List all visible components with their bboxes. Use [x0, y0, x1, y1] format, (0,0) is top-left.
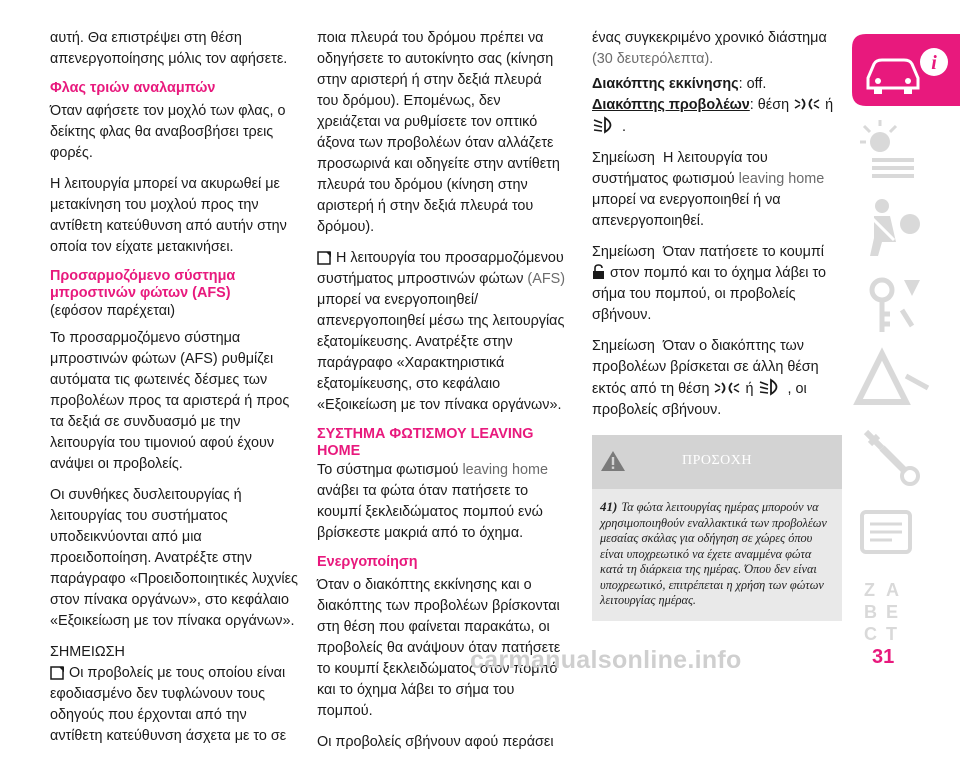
tab-maintenance[interactable]: [852, 422, 960, 492]
seatbelt-airbag-icon: [852, 194, 960, 264]
paragraph: Όταν ο διακόπτης εκκίνησης και ο διακόπτης των προβολέων βρίσκονται στη θέση που φαίνεται παρακάτω, οι προβολείς θα ανάψουν όταν πατήσετε το κουμπί ξεκλειδώματος στον πομπό και το όχημα λάβει το σήμα του πομπού.: [317, 577, 561, 719]
page-number: 31: [872, 646, 895, 668]
heading-leaving-home: ΣΥΣΤΗΜΑ ΦΩΤΙΣΜΟΥ LEAVING HOME: [317, 426, 534, 459]
tab-dashboard[interactable]: [852, 116, 960, 186]
dashboard-lights-icon: [852, 116, 960, 186]
note-label: ΣΗΜΕΙΩΣΗ: [50, 644, 125, 660]
paragraph: Η λειτουργία μπορεί να ακυρωθεί με μετακίνηση του μοχλού προς την αντίθετη κατεύθυνση από αυτήν στην οποία τον είχατε μετακινήσει.: [50, 176, 287, 255]
note-icon: [317, 251, 332, 265]
warning-box: [592, 435, 842, 621]
note-3: Σημείωση Όταν ο διακόπτης των προβολέων βρίσκεται σε άλλη θέση εκτός από τη θέση ή , οι προβολείς σβήνουν.: [592, 338, 819, 418]
note-1: Σημείωση Η λειτουργία του συστήματος φωτισμού leaving home μπορεί να ενεργοποιηθεί ή να απενεργοποιηθεί.: [592, 150, 825, 229]
unlock-icon: [592, 264, 606, 280]
heading-activation: Ενεργοποίηση: [317, 554, 418, 570]
note-text: Οι προβολείς με τους οποίου είναι εφοδιασμένο δεν τυφλώνουν τους οδηγούς που έρχονται από την αντίθετη κατεύθυνση άσχετα με το σε: [50, 665, 287, 744]
svg-text:E: E: [886, 602, 899, 622]
chapter-sidebar: [852, 34, 960, 664]
paragraph: (30 δευτερόλεπτα).: [592, 51, 714, 67]
warning-body: [592, 489, 842, 621]
note-paragraph: [50, 663, 300, 747]
column-right: [592, 28, 842, 621]
warning-header: [592, 435, 842, 489]
tab-starting[interactable]: [852, 270, 960, 340]
heading-afs-subtitle: (εφόσον παρέχεται): [50, 303, 176, 319]
tab-specifications[interactable]: [852, 498, 960, 568]
svg-text:Z: Z: [864, 580, 875, 600]
ignition-key-icon: [852, 270, 960, 340]
paragraph: Το προσαρμοζόμενο σύστημα μπροστινών φώτων (AFS) ρυθμίζει αυτόματα τις φωτεινές δέσμες των προβολέων προς τα αριστερά ή προς τα δεξιά σε συνδυασμό με την λειτουργία του τιμονιού αφού έχουν ανάψει οι προβολείς.: [50, 330, 290, 472]
paragraph: Οι προβολείς σβήνουν αφού περάσει: [317, 734, 554, 750]
warning-text: Τα φώτα λειτουργίας ημέρας μπορούν να χρησιμοποιηθούν εναλλακτικά των προβολέων μεσαίας σκάλας για οδήγηση σε χώρες όπου είναι υποχρεωτικό να έχετε αναμμένα φώτα κατά τη διάρκεια της ημέρας. Όπου δεν είναι υποχρεωτικό, επιτρέπεται η χρήση των φώτων λειτουργίας ημέρας.: [600, 500, 827, 607]
paragraph: αυτή. Θα επιστρέψει στη θέση απενεργοποίησης μόλις τον αφήσετε.: [50, 30, 288, 67]
heading-triple-flash: Φλας τριών αναλαμπών: [50, 80, 216, 96]
headlight-switch-line: Διακόπτης προβολέων: θέση ή .: [592, 97, 834, 135]
column-left: [50, 28, 300, 757]
afs-note-paragraph: Η λειτουργία του προσαρμοζόμενου συστήματος μπροστινών φώτων (AFS) μπορεί να ενεργοποιηθεί/απενεργοποιηθεί μέσω της λειτουργίας εξατομίκευσης. Ανατρέξτε στην παράγραφο «Χαρακτηριστικά εξατομίκευσης, στο κεφάλαιο «Εξοικείωση με τον πίνακα οργάνων».: [317, 250, 565, 413]
svg-text:A: A: [886, 580, 899, 600]
specifications-icon: [852, 498, 960, 568]
tab-emergency[interactable]: [852, 346, 960, 416]
warning-title: ΠΡΟΣΟΧΗ: [682, 453, 752, 468]
svg-text:i: i: [931, 52, 937, 74]
tab-safety[interactable]: [852, 194, 960, 264]
car-info-icon: [852, 34, 960, 106]
tab-car-info[interactable]: [852, 34, 960, 106]
low-beam-icon: [758, 378, 784, 396]
paragraph: Το σύστημα φωτισμού leaving home ανάβει τα φώτα όταν πατήσετε το κουμπί ξεκλειδώματος πομπού ενώ βρίσκεστε μακριά από το όχημα.: [317, 462, 549, 541]
low-beam-icon: [592, 116, 618, 134]
heading-afs: Προσαρμοζόμενο σύστημα μπροστινών φώτων (AFS): [50, 268, 236, 301]
paragraph: ποια πλευρά του δρόμου πρέπει να οδηγήσετε το αυτοκίνητο σας (κίνηση στην αριστερή ή στην δεξιά πλευρά του δρόμου). Επομένως, δεν χρειάζεται να ρυθμίσετε τον οπτικό άξονα των προβολέων όταν αλλάζετε προσωρινά και οδηγείτε στην αντίθετη πλευρά του δρόμου (κίνηση στην αριστερή ή στην δεξιά πλευρά του δρόμου).: [317, 30, 560, 235]
ignition-switch-line: Διακόπτης εκκίνησης: off.: [592, 76, 767, 92]
tab-index[interactable]: [852, 574, 960, 646]
svg-text:B: B: [864, 602, 877, 622]
paragraph: Οι συνθήκες δυσλειτουργίας ή λειτουργίας του συστήματος υποδεικνύονται από μια προειδοποίηση. Ανατρέξτε στην παράγραφο «Προειδοποιητικές λυχνίες στον πίνακα οργάνων», στο κεφάλαιο «Εξοικείωση με τον πίνακα οργάνων».: [50, 487, 298, 629]
paragraph: ένας συγκεκριμένο χρονικό διάστημα: [592, 30, 827, 46]
paragraph: Όταν αφήσετε τον μοχλό των φλας, ο δείκτης φλας θα αναβοσβήσει τρεις φορές.: [50, 103, 286, 161]
svg-text:T: T: [886, 624, 897, 644]
index-icon: [852, 574, 960, 646]
parking-lights-icon: [793, 96, 821, 112]
maintenance-icon: [852, 422, 960, 492]
svg-text:C: C: [864, 624, 877, 644]
warning-triangle-icon: [852, 346, 960, 416]
warning-number: 41): [600, 499, 618, 514]
parking-lights-icon: [713, 380, 741, 396]
note-2: Σημείωση Όταν πατήσετε το κουμπί στον πομπό και το όχημα λάβει το σήμα του πομπού, οι προβολείς σβήνουν.: [592, 244, 826, 323]
watermark: carmanualsonline.info: [470, 646, 742, 674]
